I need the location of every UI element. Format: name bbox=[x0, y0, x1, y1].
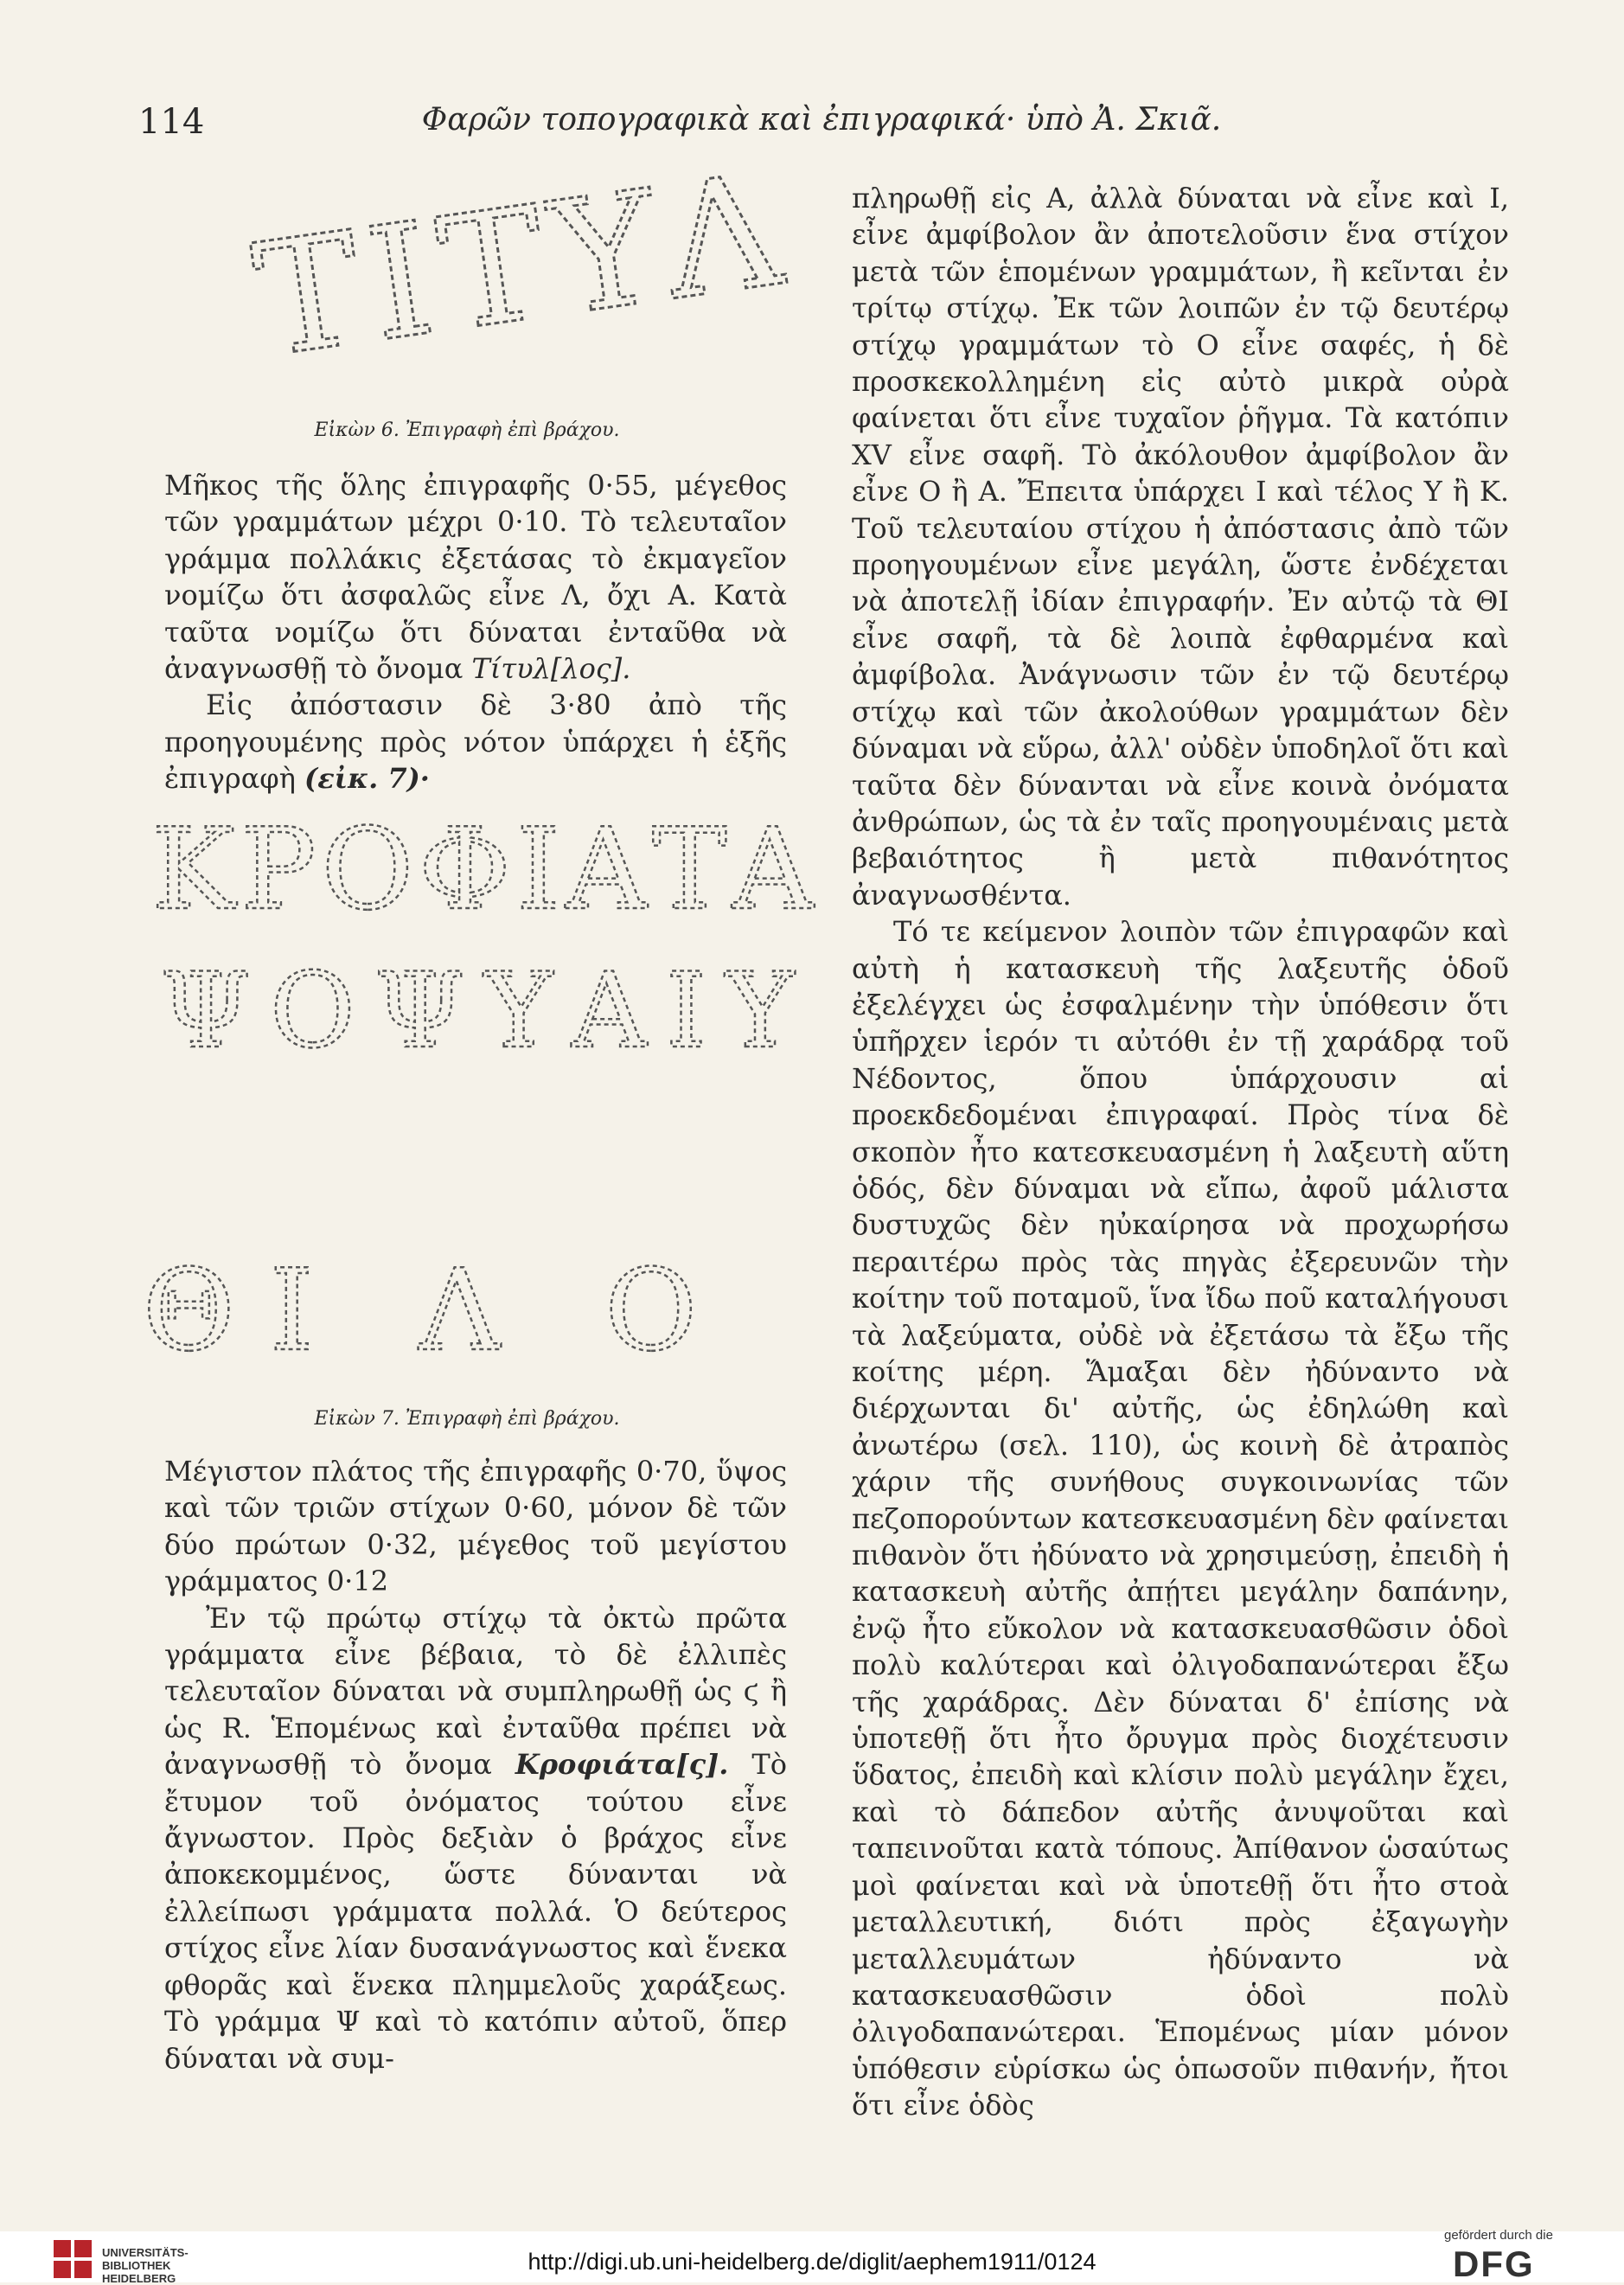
dfg-logo: DFG bbox=[1453, 2243, 1535, 2284]
figure-7-line-3: ΘΙ Λ Ο bbox=[143, 1245, 732, 1376]
running-title: Φαρῶν τοπογραφικὰ καὶ ἐπιγραφικά· ὑπὸ Ἀ. Σκιᾶ. bbox=[421, 102, 1222, 138]
inscription-name-krofiatas: Κροφιάτα[ς]. bbox=[515, 1748, 729, 1782]
paragraph: πληρωθῇ εἰς Α, ἀλλὰ δύναται νὰ εἶνε καὶ Ι, εἶνε ἀμφίβολον ἂν ἀποτελοῦσιν ἕνα στίχον μετὰ τῶν ἑπομένων γραμμάτων, ἢ κεῖνται ἐν τρίτῳ στίχῳ. Ἐκ τῶν λοιπῶν ἐν τῷ δευτέρῳ στίχῳ γραμμάτων τὸ Ο εἶνε σαφές, ἡ δὲ προσκεκολλημένη εἰς αὐτὸ μικρὰ οὐρὰ φαίνεται ὅτι εἶνε τυχαῖον ῥῆγμα. Τὰ κατόπιν ΧV εἶνε σαφῆ. Τὸ ἀκόλουθον ἀμφίβολον ἂν εἶνε Ο ἢ Α. Ἔπειτα ὑπάρχει Ι καὶ τέλος Υ ἢ Κ. Τοῦ τελευταίου στίχου ἡ ἀπόστασις ἀπὸ τῶν προηγουμένων εἶνε μεγάλη, ὥστε ἐνδέχεται νὰ ἀποτελῇ ἰδίαν ἐπιγραφήν. Ἐν αὐτῷ τὰ ΘΙ εἶνε σαφῆ, τὰ δὲ λοιπὰ ἐφθαρμένα καὶ ἀμφίβολα. Ἀνάγνωσιν τῶν ἐν τῷ δευτέρῳ στίχῳ καὶ τῶν ἀκολούθων γραμμάτων δὲν δύναμαι νὰ εὕρω, ἀλλ' οὐδὲν ὑποδηλοῖ ὅτι καὶ ταῦτα δὲν δύνανται νὰ εἶνε κοινὰ ὀνόματα ἀνθρώπων, ὡς τὰ ἐν ταῖς προηγουμέναις μετὰ βεβαιότητος ἢ μετὰ πιθανότητος ἀναγνωσθέντα. bbox=[852, 182, 1509, 912]
funding-label: gefördert durch die bbox=[1444, 2228, 1553, 2243]
figure-7-inscription bbox=[143, 778, 834, 1376]
paragraph: Μῆκος τῆς ὅλης ἐπιγραφῆς 0·55, μέγεθος τῶν γραμμάτων μέχρι 0·10. Τὸ τελευταῖον γράμμα πολλάκις ἐξετάσας τὸ ἐκμαγεῖον νομίζω ὅτι ἀσφαλῶς εἶνε Λ, ὄχι Α. Κατὰ ταῦτα νομίζω ὅτι δύναται ἐνταῦθα νὰ ἀναγνωσθῇ τὸ ὄνομα Τίτυλ[λος]. bbox=[164, 469, 787, 686]
figure-7-line-1: ΚΡΟΦΙΑΤΑ bbox=[151, 803, 819, 935]
left-column-bottom bbox=[164, 1453, 787, 2077]
page-number: 114 bbox=[138, 102, 205, 142]
permalink-url[interactable]: http://digi.ub.uni-heidelberg.de/diglit/aephem1911/0124 bbox=[527, 2249, 1097, 2275]
figure-6-inscription bbox=[244, 138, 802, 402]
inscription-name-titulos: Τίτυλ[λος]. bbox=[471, 652, 631, 686]
paragraph: Ἐν τῷ πρώτῳ στίχῳ τὰ ὀκτὼ πρῶτα γράμματα εἶνε βέβαια, τὸ δὲ ἐλλιπὲς τελευταῖον δύναται νὰ συμπληρωθῇ ὡς ϛ ἢ ὡς R. Ἑπομένως καὶ ἐνταῦθα πρέπει νὰ ἀναγνωσθῇ τὸ ὄνομα Κροφιάτα[ς]. Τὸ ἔτυμον τοῦ ὀνόματος τούτου εἶνε ἄγνωστον. Πρὸς δεξιὰν ὁ βράχος εἶνε ἀποκεκομμένος, ὥστε δύνανται νὰ ἐλλείπωσι γράμματα πολλά. Ὁ δεύτερος στίχος εἶνε λίαν δυσανάγνωστος καὶ ἕνεκα φθορᾶς καὶ ἕνεκα πλημμελοῦς χαράξεως. Τὸ γράμμα Ψ καὶ τὸ κατόπιν αὐτοῦ, ὅπερ δύναται νὰ συμ- bbox=[164, 1601, 788, 2075]
figure-7-caption: Εἰκὼν 7. Ἐπιγραφὴ ἐπὶ βράχου. bbox=[314, 1408, 620, 1430]
university-library-name: UNIVERSITÄTS- BIBLIOTHEK HEIDELBERG bbox=[102, 2246, 189, 2285]
paragraph: Μέγιστον πλάτος τῆς ἐπιγραφῆς 0·70, ὕψος καὶ τῶν τριῶν στίχων 0·60, μόνον δὲ τῶν δύο πρώτων 0·32, μέγεθος τοῦ μεγίστου γράμματος 0·12 bbox=[164, 1455, 787, 1598]
figure-reference: (εἰκ. 7)· bbox=[304, 762, 430, 796]
left-column-top bbox=[164, 467, 787, 797]
paragraph: Τό τε κείμενον λοιπὸν τῶν ἐπιγραφῶν καὶ αὐτὴ ἡ κατασκευὴ τῆς λαξευτῆς ὁδοῦ ἐξελέγχει ὡς ἐσφαλμένην τὴν ὑπόθεσιν ὅτι ὑπῆρχεν ἱερόν τι αὐτόθι ἐν τῇ χαράδρᾳ τοῦ Νέδοντος, ὅπου ὑπάρχουσιν αἱ προεκδεδομέναι ἐπιγραφαί. Πρὸς τίνα δὲ σκοπὸν ἦτο κατεσκευασμένη ἡ λαξευτὴ αὕτη ὁδός, δὲν δύναμαι νὰ εἴπω, ἀφοῦ μάλιστα δυστυχῶς δὲν ηὐκαίρησα νὰ προχωρήσω περαιτέρω πρὸς τὰς πηγὰς ἐξερευνῶν τὴν κοίτην τοῦ ποταμοῦ, ἵνα ἴδω ποῦ καταλήγουσι τὰ λαξεύματα, οὐδὲ νὰ ἐξετάσω τὰ ἔξω τῆς κοίτης μέρη. Ἅμαξαι δὲν ἠδύναντο νὰ διέρχωνται δι' αὐτῆς, ὡς ἐδηλώθη καὶ ἀνωτέρω (σελ. 110), ὡς κοινὴ δὲ ἀτραπὸς χάριν τῆς συνήθους συγκοινωνίας τῶν πεζοπορούντων κατεσκευασμένη δὲν φαίνεται πιθανὸν ὅτι ἠδύνατο νὰ χρησιμεύσῃ, ἐπειδὴ ἡ κατασκευὴ αὐτῆς ἀπῄτει μεγάλην δαπάνην, ἐνῷ ἦτο εὔκολον νὰ κατασκευασθῶσιν ὁδοὶ πολὺ καλύτεραι καὶ ὀλιγοδαπανώτεραι ἔξω τῆς χαράδρας. Δὲν δύναται δ' ἐπίσης νὰ ὑποτεθῇ ὅτι ἦτο ὄρυγμα πρὸς διοχέτευσιν ὕδατος, ἐπειδὴ καὶ κλίσιν πολὺ μεγάλην ἔχει, καὶ τὸ δάπεδον αὐτῆς ἀνυψοῦται καὶ ταπεινοῦται κατὰ τόπους. Ἀπίθανον ὡσαύτως μοὶ φαίνεται καὶ νὰ ὑποτεθῇ ὅτι ἦτο στοὰ μεταλλευτική, διότι πρὸς ἐξαγωγὴν μεταλλευμάτων ἠδύναντο νὰ κατασκευασθῶσιν ὁδοὶ πολὺ ὀλιγοδαπανώτεραι. Ἑπομένως μίαν μόνον ὑπόθεσιν εὑρίσκω ὡς ὁπωσοῦν πιθανήν, ἤτοι ὅτι εἶνε ὁδὸς bbox=[852, 915, 1509, 2122]
figure-6-inscription-text: ΤΙΤΥΛ bbox=[244, 138, 802, 393]
figure-7-line-2: ΨΟΨΥΑΙΥ bbox=[160, 951, 814, 1072]
right-column bbox=[852, 180, 1509, 2124]
paragraph: Εἰς ἀπόστασιν δὲ 3·80 ἀπὸ τῆς προηγουμένης πρὸς νότον ὑπάρχει ἡ ἑξῆς ἐπιγραφὴ (εἰκ. 7)· bbox=[164, 688, 787, 796]
running-header bbox=[138, 102, 1505, 145]
figure-6-caption: Εἰκὼν 6. Ἐπιγραφὴ ἐπὶ βράχου. bbox=[314, 419, 620, 441]
